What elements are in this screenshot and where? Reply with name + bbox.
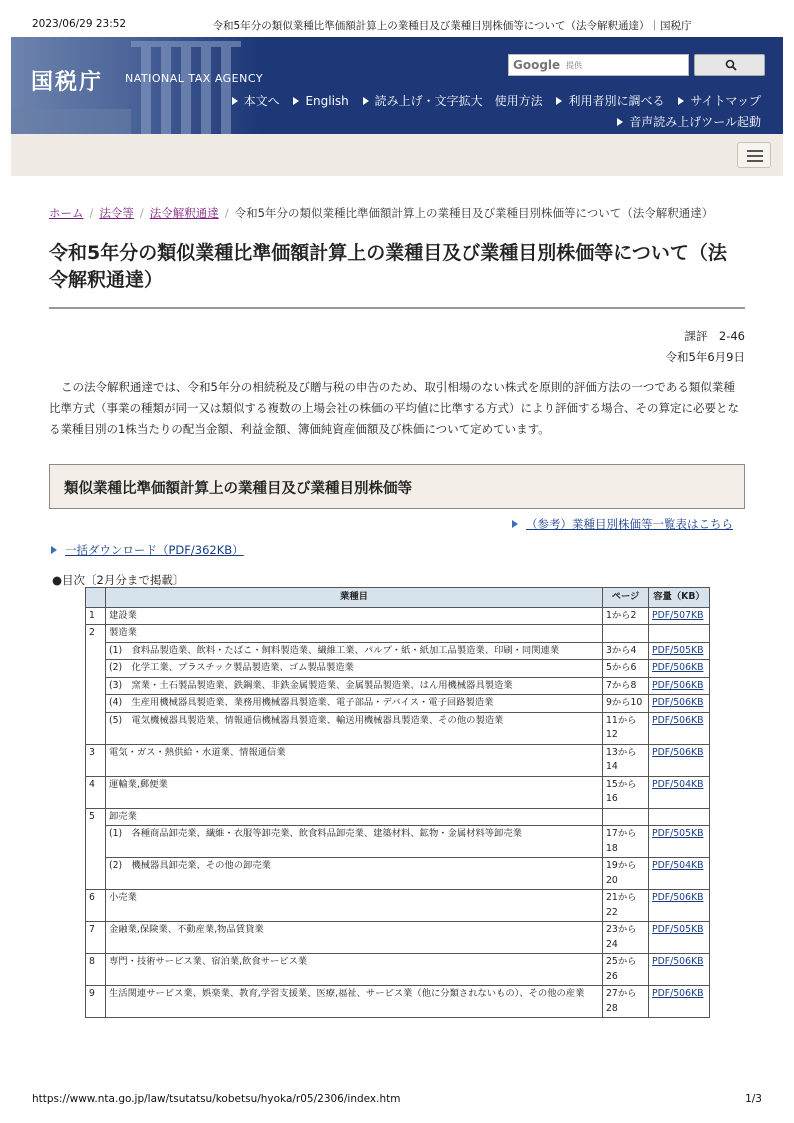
intro-paragraph: この法令解釈通達では、令和5年分の相続税及び贈与税の申告のため、取引相場のない株式を原則的評価方法の一つである類似業種比準方式（事業の種類が同一又は類似する複数の上場会社の株価の平均値に比準する方式）により評価する場合、その算定に必要となる業種目別の1株当たりの配当金額、利益金額、簿価純資産価額及び株価について定めています。 [49,380,739,436]
pdf-link[interactable]: PDF/506KB [652,697,704,708]
page-title: 令和5年分の類似業種比準価額計算上の業種目及び業種目別株価等について（法令解釈通達） [49,242,727,291]
row-file [649,607,710,625]
subrow-pages: 11から12 [603,712,649,744]
table-subrow [86,826,710,858]
hamburger-menu-icon [747,150,763,152]
subrow-pages: 17から18 [603,826,649,858]
row-file [649,808,710,826]
pdf-link[interactable]: PDF/505KB [652,644,704,656]
search-icon [725,59,737,71]
toc-header-name: 業種目 [106,588,603,608]
table-subrow [86,712,710,744]
pdf-link[interactable]: PDF/506KB [652,956,704,967]
arrow-right-icon [232,97,238,105]
row-industry: 小売業 [106,890,603,922]
subrow-industry: (5) 電気機械器具製造業、情報通信機械器具製造業、輸送用機械器具製造業、その他の製造業 [106,712,603,744]
breadcrumb-circulars[interactable]: 法令解釈通達 [149,206,219,220]
pdf-link[interactable]: PDF/505KB [652,924,704,935]
row-file [649,986,710,1018]
subrow-file [649,677,710,695]
document-number-block [666,326,745,368]
pdf-link[interactable]: PDF/504KB [652,778,704,790]
print-url: https://www.nta.go.jp/law/tsutatsu/kobetsu/hyoka/r05/2306/index.htm [32,1093,401,1105]
search-input[interactable] [508,54,689,76]
pdf-link[interactable]: PDF/506KB [652,679,704,691]
subrow-pages: 19から20 [603,858,649,890]
row-industry: 運輸業,郵便業 [106,776,603,808]
row-number: 5 [86,808,106,890]
table-row [86,744,710,776]
section-heading-box [49,464,745,509]
toc-header-no [86,588,106,608]
subrow-industry: (2) 化学工業、プラスチック製品製造業、ゴム製品製造業 [106,660,603,678]
reference-list-link[interactable]: （参考）業種目別株価等一覧表はこちら [526,517,733,531]
row-industry: 卸売業 [106,808,603,826]
subrow-file [649,695,710,713]
table-row [86,954,710,986]
row-industry: 金融業,保険業、不動産業,物品賃貸業 [106,922,603,954]
arrow-right-icon [512,520,518,528]
table-subrow [86,642,710,660]
subrow-industry: (2) 機械器具卸売業、その他の卸売業 [106,858,603,890]
subrow-file [649,660,710,678]
row-pages: 21から22 [603,890,649,922]
row-pages: 25から26 [603,954,649,986]
row-pages: 13から14 [603,744,649,776]
table-row [86,776,710,808]
breadcrumb: ホーム / 法令等 / 法令解釈通達 / 令和5年分の類似業種比準価額計算上の業種目及び業種目別株価等について（法令解釈通達） [49,206,714,220]
subrow-file [649,826,710,858]
arrow-right-icon [617,118,623,126]
arrow-right-icon [293,97,299,105]
hamburger-menu-button[interactable] [737,142,771,168]
toc-header-kb: 容量（KB） [649,588,710,608]
subrow-pages: 7から8 [603,677,649,695]
nav-sitemap[interactable]: サイトマップ [678,94,761,108]
row-file [649,744,710,776]
row-industry: 専門・技術サービス業、宿泊業,飲食サービス業 [106,954,603,986]
pdf-link[interactable]: PDF/506KB [652,988,704,999]
row-pages: 27から28 [603,986,649,1018]
pdf-link[interactable]: PDF/506KB [652,714,704,726]
row-industry: 生活関連サービス業、娯楽業、教育,学習支援業、医療,福祉、サービス業（他に分類されないもの）、その他の産業 [106,986,603,1018]
table-row [86,607,710,625]
subrow-industry: (1) 各種商品卸売業、繊維・衣服等卸売業、飲食料品卸売業、建築材料、鉱物・金属材料等卸売業 [106,826,603,858]
row-file [649,625,710,643]
subrow-pages: 3から4 [603,642,649,660]
print-datetime: 2023/06/29 23:52 [32,18,127,30]
toc-heading: ●目次〔2月分まで掲載〕 [52,573,185,587]
site-logo[interactable]: 国税庁 [31,70,104,95]
row-number: 1 [86,607,106,625]
subrow-industry: (1) 食料品製造業、飲料・たばこ・飼料製造業、繊維工業、パルプ・紙・紙加工品製造業、印刷・同関連業 [106,642,603,660]
table-row [86,986,710,1018]
voice-tool-link[interactable]: 音声読み上げツール起動 [617,113,761,130]
table-row [86,808,710,826]
row-number: 4 [86,776,106,808]
hamburger-line [747,160,763,162]
row-number: 2 [86,625,106,745]
menu-bar [11,134,783,176]
subrow-file [649,642,710,660]
row-file [649,954,710,986]
row-industry: 建設業 [106,607,603,625]
arrow-right-icon [363,97,369,105]
toc-table [85,587,710,1018]
pdf-link[interactable]: PDF/507KB [652,609,704,621]
table-subrow [86,677,710,695]
top-navigation [222,92,761,109]
pdf-link[interactable]: PDF/505KB [652,828,704,839]
nav-read-aloud[interactable]: 読み上げ・文字拡大 使用方法 [363,94,543,108]
site-header [11,37,783,134]
arrow-right-icon [51,546,57,554]
subrow-industry: (3) 窯業・土石製品製造業、鉄鋼業、非鉄金属製造業、金属製品製造業、はん用機械器具製造業 [106,677,603,695]
table-subrow [86,695,710,713]
title-divider [49,307,745,309]
document-date: 令和5年6月9日 [665,350,745,364]
breadcrumb-current: 令和5年分の類似業種比準価額計算上の業種目及び業種目別株価等について（法令解釈通達） [234,206,714,220]
row-pages: 23から24 [603,922,649,954]
document-number: 課評 2-46 [684,329,745,343]
row-number: 8 [86,954,106,986]
pdf-link[interactable]: PDF/506KB [652,892,704,903]
table-subrow [86,858,710,890]
row-file [649,922,710,954]
download-all [51,542,244,558]
pdf-link[interactable]: PDF/504KB [652,860,704,871]
search-brand: Google [513,58,561,72]
row-pages [603,808,649,826]
subrow-file [649,858,710,890]
nav-english[interactable]: English [293,94,348,108]
row-industry: 製造業 [106,625,603,643]
row-file [649,776,710,808]
arrow-right-icon [678,97,684,105]
subrow-file [649,712,710,744]
toc-header-page: ページ [603,588,649,608]
row-industry: 電気・ガス・熱供給・水道業、情報通信業 [106,744,603,776]
nav-by-user[interactable]: 利用者別に調べる [556,94,664,108]
search-placeholder: 提供 [566,61,582,70]
subrow-industry: (4) 生産用機械器具製造業、業務用機械器具製造業、電子部品・デバイス・電子回路製造業 [106,695,603,713]
download-all-link[interactable]: 一括ダウンロード（PDF/362KB） [65,543,244,557]
table-row [86,625,710,643]
subrow-pages: 5から6 [603,660,649,678]
subrow-pages: 9から10 [603,695,649,713]
row-number: 3 [86,744,106,776]
section-title: 類似業種比準価額計算上の業種目及び業種目別株価等 [64,481,412,497]
row-file [649,890,710,922]
reference-link [512,516,733,532]
row-number: 6 [86,890,106,922]
print-doc-title: 令和5年分の類似業種比準価額計算上の業種目及び業種目別株価等について（法令解釈通達）｜国税庁 [212,20,692,32]
table-subrow [86,660,710,678]
row-pages [603,625,649,643]
toc-body [86,607,710,1018]
search-button[interactable] [694,54,765,76]
pdf-link[interactable]: PDF/506KB [652,662,704,673]
print-footer [32,1093,762,1105]
hamburger-line [747,155,763,157]
arrow-right-icon [556,97,562,105]
breadcrumb-laws[interactable]: 法令等 [99,206,134,220]
print-page-number: 1/3 [745,1093,762,1105]
row-number: 9 [86,986,106,1018]
breadcrumb-home[interactable]: ホーム [49,206,84,220]
nav-main-content[interactable]: 本文へ [232,94,280,108]
row-pages: 1から2 [603,607,649,625]
toc-header-row [86,588,710,608]
agency-name: NATIONAL TAX AGENCY [125,72,264,85]
table-row [86,890,710,922]
pdf-link[interactable]: PDF/506KB [652,746,704,758]
row-number: 7 [86,922,106,954]
table-row [86,922,710,954]
row-pages: 15から16 [603,776,649,808]
